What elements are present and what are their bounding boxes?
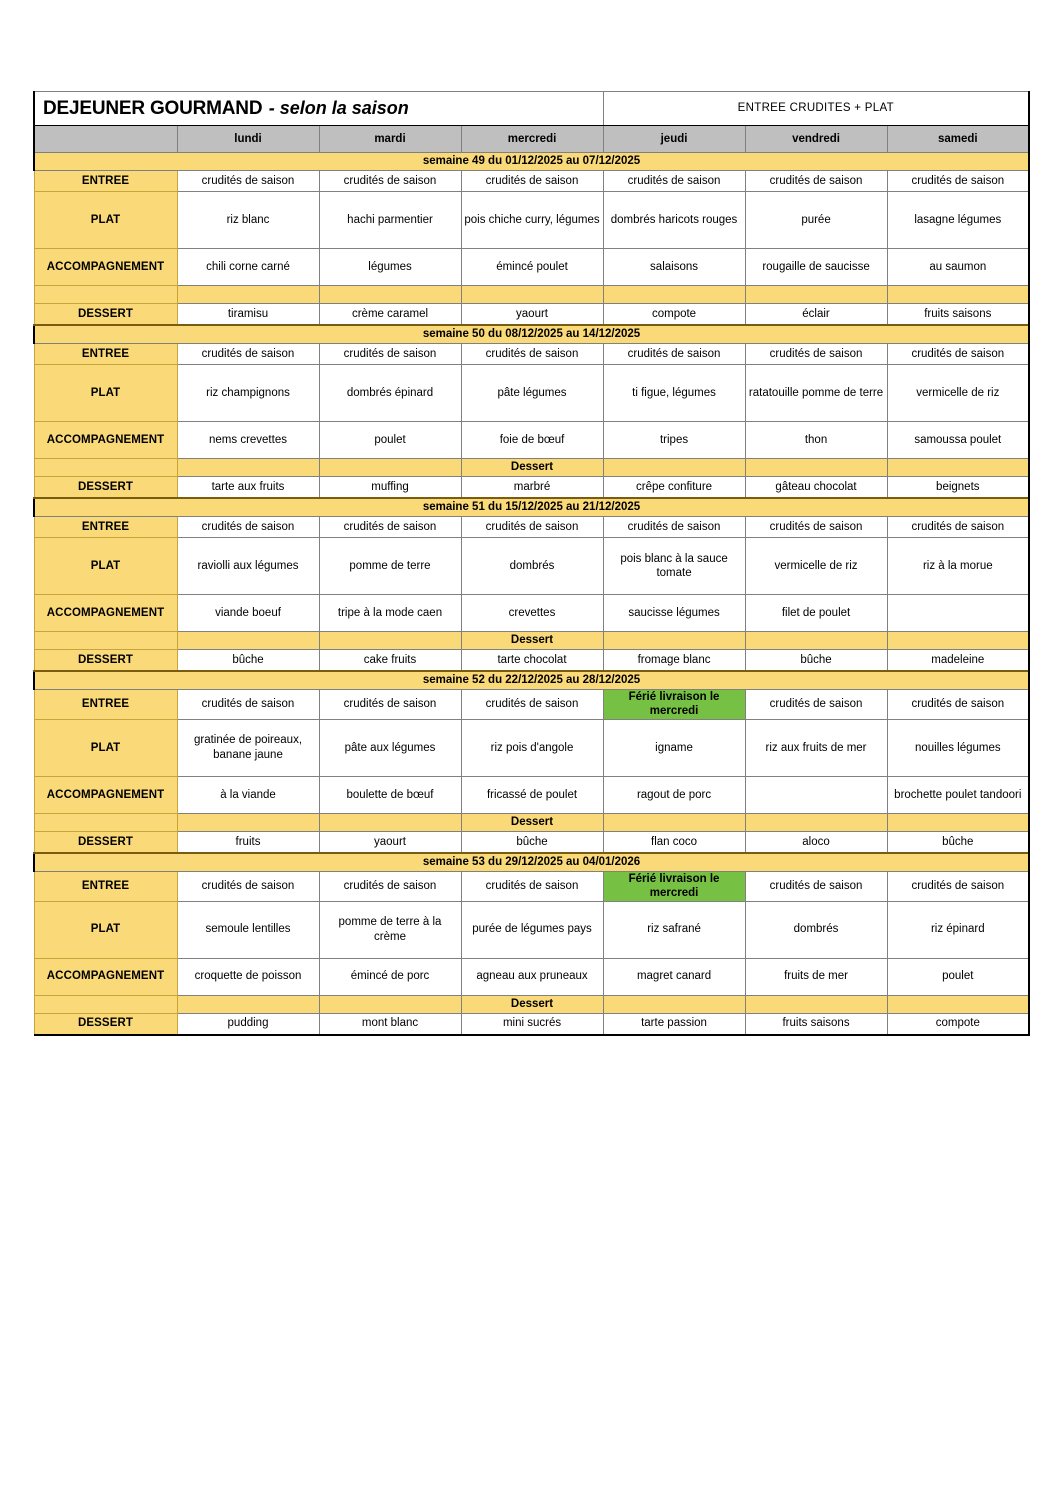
dessert-band-cell bbox=[603, 995, 745, 1013]
menu-cell-entree-mercredi: crudités de saison bbox=[461, 517, 603, 538]
menu-cell-accompagnement-vendredi: filet de poulet bbox=[745, 595, 887, 632]
menu-cell-entree-vendredi: crudités de saison bbox=[745, 171, 887, 192]
row-label-dessert: DESSERT bbox=[34, 304, 177, 326]
day-header-mercredi: mercredi bbox=[461, 126, 603, 153]
menu-cell-dessert-jeudi: crêpe confiture bbox=[603, 477, 745, 499]
menu-cell-entree-samedi: crudités de saison bbox=[887, 871, 1029, 901]
menu-row-plat bbox=[34, 538, 1029, 595]
menu-row-accompagnement bbox=[34, 249, 1029, 286]
title-row bbox=[34, 92, 1029, 126]
menu-cell-plat-mercredi: dombrés bbox=[461, 538, 603, 595]
menu-cell-entree-lundi: crudités de saison bbox=[177, 517, 319, 538]
menu-cell-dessert-vendredi: fruits saisons bbox=[745, 1013, 887, 1035]
menu-cell-entree-mercredi: crudités de saison bbox=[461, 171, 603, 192]
dessert-band-cell bbox=[177, 459, 319, 477]
row-label-entree: ENTREE bbox=[34, 690, 177, 720]
holiday-cell-entree-jeudi: Férié livraison le mercredi bbox=[603, 690, 745, 720]
menu-cell-accompagnement-jeudi: salaisons bbox=[603, 249, 745, 286]
menu-cell-dessert-samedi: bûche bbox=[887, 831, 1029, 853]
dessert-band-row bbox=[34, 286, 1029, 304]
row-label-entree: ENTREE bbox=[34, 171, 177, 192]
menu-cell-plat-jeudi: pois blanc à la sauce tomate bbox=[603, 538, 745, 595]
menu-cell-accompagnement-lundi: à la viande bbox=[177, 776, 319, 813]
menu-cell-dessert-mercredi: mini sucrés bbox=[461, 1013, 603, 1035]
menu-cell-accompagnement-samedi: brochette poulet tandoori bbox=[887, 776, 1029, 813]
menu-cell-dessert-samedi: madeleine bbox=[887, 650, 1029, 672]
dessert-band-cell bbox=[745, 286, 887, 304]
week-banner-4: semaine 52 du 22/12/2025 au 28/12/2025 bbox=[34, 671, 1029, 690]
dessert-band-row bbox=[34, 995, 1029, 1013]
menu-cell-plat-lundi: semoule lentilles bbox=[177, 901, 319, 958]
menu-cell-accompagnement-mercredi: fricassé de poulet bbox=[461, 776, 603, 813]
menu-row-dessert bbox=[34, 477, 1029, 499]
menu-cell-plat-mardi: pomme de terre bbox=[319, 538, 461, 595]
menu-cell-dessert-samedi: compote bbox=[887, 1013, 1029, 1035]
menu-row-plat bbox=[34, 901, 1029, 958]
menu-cell-accompagnement-mardi: émincé de porc bbox=[319, 958, 461, 995]
menu-cell-plat-jeudi: dombrés haricots rouges bbox=[603, 192, 745, 249]
menu-cell-dessert-mardi: mont blanc bbox=[319, 1013, 461, 1035]
menu-cell-accompagnement-samedi: au saumon bbox=[887, 249, 1029, 286]
week-banner-2: semaine 50 du 08/12/2025 au 14/12/2025 bbox=[34, 325, 1029, 344]
row-label-dessert: DESSERT bbox=[34, 831, 177, 853]
menu-cell-dessert-vendredi: gâteau chocolat bbox=[745, 477, 887, 499]
dessert-band-cell bbox=[887, 995, 1029, 1013]
menu-cell-entree-samedi: crudités de saison bbox=[887, 690, 1029, 720]
dessert-band-cell bbox=[887, 813, 1029, 831]
dessert-band-cell bbox=[887, 632, 1029, 650]
menu-cell-dessert-jeudi: tarte passion bbox=[603, 1013, 745, 1035]
menu-cell-dessert-lundi: tiramisu bbox=[177, 304, 319, 326]
dessert-band-cell bbox=[603, 459, 745, 477]
row-label-blank bbox=[34, 632, 177, 650]
day-header-row bbox=[34, 126, 1029, 153]
dessert-band-cell: Dessert bbox=[461, 813, 603, 831]
dessert-band-cell bbox=[177, 632, 319, 650]
menu-row-accompagnement bbox=[34, 422, 1029, 459]
menu-cell-accompagnement-samedi bbox=[887, 595, 1029, 632]
menu-cell-accompagnement-lundi: viande boeuf bbox=[177, 595, 319, 632]
menu-cell-entree-vendredi: crudités de saison bbox=[745, 344, 887, 365]
menu-cell-entree-vendredi: crudités de saison bbox=[745, 871, 887, 901]
row-label-accompagnement: ACCOMPAGNEMENT bbox=[34, 595, 177, 632]
menu-row-accompagnement bbox=[34, 958, 1029, 995]
row-label-plat: PLAT bbox=[34, 901, 177, 958]
menu-cell-entree-mardi: crudités de saison bbox=[319, 344, 461, 365]
week-banner-row bbox=[34, 498, 1029, 517]
menu-cell-plat-vendredi: riz aux fruits de mer bbox=[745, 719, 887, 776]
menu-cell-dessert-vendredi: aloco bbox=[745, 831, 887, 853]
menu-row-entree bbox=[34, 517, 1029, 538]
day-header-mardi: mardi bbox=[319, 126, 461, 153]
menu-cell-accompagnement-lundi: chili corne carné bbox=[177, 249, 319, 286]
menu-cell-dessert-lundi: pudding bbox=[177, 1013, 319, 1035]
menu-cell-entree-jeudi: crudités de saison bbox=[603, 344, 745, 365]
menu-cell-accompagnement-vendredi: thon bbox=[745, 422, 887, 459]
row-label-entree: ENTREE bbox=[34, 517, 177, 538]
dessert-band-cell bbox=[887, 459, 1029, 477]
menu-cell-plat-jeudi: riz safrané bbox=[603, 901, 745, 958]
menu-cell-accompagnement-mercredi: agneau aux pruneaux bbox=[461, 958, 603, 995]
week-banner-3: semaine 51 du 15/12/2025 au 21/12/2025 bbox=[34, 498, 1029, 517]
dessert-band-cell bbox=[177, 995, 319, 1013]
menu-cell-accompagnement-lundi: croquette de poisson bbox=[177, 958, 319, 995]
dessert-band-cell bbox=[319, 459, 461, 477]
menu-cell-accompagnement-jeudi: ragout de porc bbox=[603, 776, 745, 813]
menu-cell-entree-mercredi: crudités de saison bbox=[461, 871, 603, 901]
page-title bbox=[34, 92, 603, 126]
dessert-band-row bbox=[34, 632, 1029, 650]
dessert-band-row bbox=[34, 459, 1029, 477]
menu-cell-dessert-mercredi: yaourt bbox=[461, 304, 603, 326]
menu-cell-entree-samedi: crudités de saison bbox=[887, 344, 1029, 365]
menu-cell-accompagnement-mardi: légumes bbox=[319, 249, 461, 286]
row-label-entree: ENTREE bbox=[34, 344, 177, 365]
menu-cell-plat-lundi: riz champignons bbox=[177, 365, 319, 422]
row-label-plat: PLAT bbox=[34, 719, 177, 776]
week-banner-row bbox=[34, 671, 1029, 690]
menu-cell-plat-vendredi: vermicelle de riz bbox=[745, 538, 887, 595]
dessert-band-cell: Dessert bbox=[461, 459, 603, 477]
day-header-lundi: lundi bbox=[177, 126, 319, 153]
dessert-band-row bbox=[34, 813, 1029, 831]
dessert-band-cell bbox=[319, 632, 461, 650]
menu-cell-dessert-jeudi: compote bbox=[603, 304, 745, 326]
dessert-band-cell bbox=[603, 286, 745, 304]
dessert-band-cell bbox=[745, 813, 887, 831]
row-label-dessert: DESSERT bbox=[34, 1013, 177, 1035]
header-corner-cell bbox=[34, 126, 177, 153]
menu-cell-dessert-mercredi: tarte chocolat bbox=[461, 650, 603, 672]
row-label-dessert: DESSERT bbox=[34, 477, 177, 499]
menu-sheet bbox=[33, 91, 1028, 1036]
menu-cell-dessert-lundi: fruits bbox=[177, 831, 319, 853]
menu-cell-plat-samedi: riz à la morue bbox=[887, 538, 1029, 595]
menu-cell-accompagnement-jeudi: tripes bbox=[603, 422, 745, 459]
menu-cell-entree-lundi: crudités de saison bbox=[177, 871, 319, 901]
menu-cell-plat-samedi: vermicelle de riz bbox=[887, 365, 1029, 422]
dessert-band-cell bbox=[319, 813, 461, 831]
menu-row-entree bbox=[34, 871, 1029, 901]
menu-cell-entree-lundi: crudités de saison bbox=[177, 344, 319, 365]
menu-cell-entree-samedi: crudités de saison bbox=[887, 517, 1029, 538]
menu-cell-dessert-lundi: bûche bbox=[177, 650, 319, 672]
row-label-accompagnement: ACCOMPAGNEMENT bbox=[34, 958, 177, 995]
dessert-band-cell bbox=[319, 995, 461, 1013]
menu-cell-accompagnement-mercredi: crevettes bbox=[461, 595, 603, 632]
menu-row-entree bbox=[34, 344, 1029, 365]
day-header-vendredi: vendredi bbox=[745, 126, 887, 153]
menu-row-dessert bbox=[34, 650, 1029, 672]
menu-cell-plat-mercredi: pois chiche curry, légumes bbox=[461, 192, 603, 249]
row-label-blank bbox=[34, 995, 177, 1013]
menu-row-plat bbox=[34, 365, 1029, 422]
menu-cell-entree-vendredi: crudités de saison bbox=[745, 690, 887, 720]
week-banner-row bbox=[34, 853, 1029, 872]
menu-cell-entree-samedi: crudités de saison bbox=[887, 171, 1029, 192]
menu-cell-entree-mercredi: crudités de saison bbox=[461, 344, 603, 365]
menu-cell-accompagnement-mardi: poulet bbox=[319, 422, 461, 459]
week-banner-1: semaine 49 du 01/12/2025 au 07/12/2025 bbox=[34, 153, 1029, 171]
row-label-blank bbox=[34, 459, 177, 477]
dessert-band-cell bbox=[177, 813, 319, 831]
menu-cell-accompagnement-jeudi: saucisse légumes bbox=[603, 595, 745, 632]
week-banner-5: semaine 53 du 29/12/2025 au 04/01/2026 bbox=[34, 853, 1029, 872]
row-label-dessert: DESSERT bbox=[34, 650, 177, 672]
row-label-plat: PLAT bbox=[34, 365, 177, 422]
menu-cell-plat-lundi: raviolli aux légumes bbox=[177, 538, 319, 595]
menu-cell-entree-jeudi: crudités de saison bbox=[603, 517, 745, 538]
menu-cell-accompagnement-vendredi: rougaille de saucisse bbox=[745, 249, 887, 286]
menu-cell-dessert-samedi: beignets bbox=[887, 477, 1029, 499]
menu-cell-plat-mardi: hachi parmentier bbox=[319, 192, 461, 249]
menu-cell-plat-lundi: riz blanc bbox=[177, 192, 319, 249]
menu-cell-plat-mardi: dombrés épinard bbox=[319, 365, 461, 422]
menu-row-dessert bbox=[34, 831, 1029, 853]
dessert-band-cell bbox=[461, 286, 603, 304]
row-label-plat: PLAT bbox=[34, 538, 177, 595]
row-label-accompagnement: ACCOMPAGNEMENT bbox=[34, 776, 177, 813]
dessert-band-cell bbox=[745, 995, 887, 1013]
menu-cell-dessert-mardi: yaourt bbox=[319, 831, 461, 853]
menu-cell-dessert-samedi: fruits saisons bbox=[887, 304, 1029, 326]
menu-cell-entree-mardi: crudités de saison bbox=[319, 871, 461, 901]
dessert-band-cell bbox=[319, 286, 461, 304]
row-label-plat: PLAT bbox=[34, 192, 177, 249]
menu-cell-plat-samedi: nouilles légumes bbox=[887, 719, 1029, 776]
menu-cell-entree-mercredi: crudités de saison bbox=[461, 690, 603, 720]
row-label-accompagnement: ACCOMPAGNEMENT bbox=[34, 422, 177, 459]
dessert-band-cell: Dessert bbox=[461, 632, 603, 650]
menu-cell-entree-mardi: crudités de saison bbox=[319, 690, 461, 720]
menu-cell-accompagnement-mercredi: foie de bœuf bbox=[461, 422, 603, 459]
menu-row-accompagnement bbox=[34, 595, 1029, 632]
menu-cell-plat-vendredi: dombrés bbox=[745, 901, 887, 958]
menu-cell-plat-mardi: pâte aux légumes bbox=[319, 719, 461, 776]
menu-row-entree bbox=[34, 690, 1029, 720]
menu-row-plat bbox=[34, 719, 1029, 776]
menu-cell-dessert-lundi: tarte aux fruits bbox=[177, 477, 319, 499]
menu-cell-accompagnement-mardi: boulette de bœuf bbox=[319, 776, 461, 813]
menu-cell-plat-jeudi: igname bbox=[603, 719, 745, 776]
menu-cell-plat-samedi: riz épinard bbox=[887, 901, 1029, 958]
week-banner-row bbox=[34, 325, 1029, 344]
week-banner-row bbox=[34, 153, 1029, 171]
menu-table bbox=[33, 91, 1030, 1036]
dessert-band-cell bbox=[745, 459, 887, 477]
menu-cell-dessert-mardi: cake fruits bbox=[319, 650, 461, 672]
menu-cell-accompagnement-samedi: poulet bbox=[887, 958, 1029, 995]
day-header-samedi: samedi bbox=[887, 126, 1029, 153]
menu-cell-plat-jeudi: ti figue, légumes bbox=[603, 365, 745, 422]
menu-row-entree bbox=[34, 171, 1029, 192]
menu-cell-accompagnement-lundi: nems crevettes bbox=[177, 422, 319, 459]
row-label-blank bbox=[34, 286, 177, 304]
menu-cell-plat-mardi: pomme de terre à la crème bbox=[319, 901, 461, 958]
menu-cell-accompagnement-mardi: tripe à la mode caen bbox=[319, 595, 461, 632]
menu-cell-accompagnement-mercredi: émincé poulet bbox=[461, 249, 603, 286]
row-label-blank bbox=[34, 813, 177, 831]
menu-cell-entree-vendredi: crudités de saison bbox=[745, 517, 887, 538]
menu-cell-dessert-vendredi: bûche bbox=[745, 650, 887, 672]
day-header-jeudi: jeudi bbox=[603, 126, 745, 153]
menu-cell-accompagnement-jeudi: magret canard bbox=[603, 958, 745, 995]
menu-cell-entree-mardi: crudités de saison bbox=[319, 517, 461, 538]
menu-cell-plat-samedi: lasagne légumes bbox=[887, 192, 1029, 249]
row-label-accompagnement: ACCOMPAGNEMENT bbox=[34, 249, 177, 286]
menu-cell-plat-vendredi: purée bbox=[745, 192, 887, 249]
menu-cell-accompagnement-samedi: samoussa poulet bbox=[887, 422, 1029, 459]
menu-row-accompagnement bbox=[34, 776, 1029, 813]
menu-cell-entree-lundi: crudités de saison bbox=[177, 690, 319, 720]
menu-cell-dessert-vendredi: éclair bbox=[745, 304, 887, 326]
menu-cell-dessert-mercredi: marbré bbox=[461, 477, 603, 499]
menu-cell-entree-mardi: crudités de saison bbox=[319, 171, 461, 192]
dessert-band-cell bbox=[603, 813, 745, 831]
menu-cell-plat-vendredi: ratatouille pomme de terre bbox=[745, 365, 887, 422]
dessert-band-cell bbox=[603, 632, 745, 650]
dessert-band-cell bbox=[745, 632, 887, 650]
title-main-text: DEJEUNER GOURMAND bbox=[43, 97, 263, 119]
menu-cell-plat-lundi: gratinée de poireaux, banane jaune bbox=[177, 719, 319, 776]
menu-cell-accompagnement-vendredi bbox=[745, 776, 887, 813]
dessert-band-cell bbox=[177, 286, 319, 304]
dessert-band-cell: Dessert bbox=[461, 995, 603, 1013]
menu-cell-dessert-jeudi: flan coco bbox=[603, 831, 745, 853]
menu-cell-dessert-mercredi: bûche bbox=[461, 831, 603, 853]
menu-cell-dessert-mardi: muffing bbox=[319, 477, 461, 499]
holiday-cell-entree-jeudi: Férié livraison le mercredi bbox=[603, 871, 745, 901]
menu-cell-accompagnement-vendredi: fruits de mer bbox=[745, 958, 887, 995]
menu-row-plat bbox=[34, 192, 1029, 249]
menu-cell-plat-mercredi: purée de légumes pays bbox=[461, 901, 603, 958]
menu-formula-label: ENTREE CRUDITES + PLAT bbox=[603, 92, 1029, 126]
menu-cell-plat-mercredi: riz pois d'angole bbox=[461, 719, 603, 776]
menu-row-dessert bbox=[34, 304, 1029, 326]
dessert-band-cell bbox=[887, 286, 1029, 304]
title-subtitle-text: - selon la saison bbox=[268, 97, 409, 118]
row-label-entree: ENTREE bbox=[34, 871, 177, 901]
menu-cell-plat-mercredi: pâte légumes bbox=[461, 365, 603, 422]
menu-row-dessert bbox=[34, 1013, 1029, 1035]
menu-cell-entree-lundi: crudités de saison bbox=[177, 171, 319, 192]
menu-cell-entree-jeudi: crudités de saison bbox=[603, 171, 745, 192]
menu-cell-dessert-mardi: crème caramel bbox=[319, 304, 461, 326]
menu-cell-dessert-jeudi: fromage blanc bbox=[603, 650, 745, 672]
